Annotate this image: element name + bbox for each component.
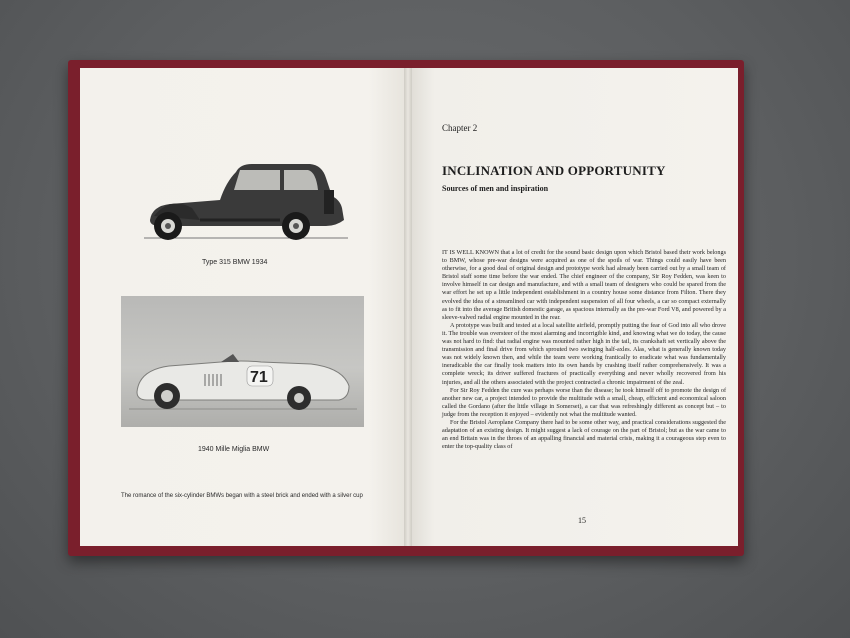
body-paragraph: A prototype was built and tested at a local satellite airfield, promptly putting the fear of God into all who drove it. The trouble was oversteer of the most alarming and incorrigible kind, and knowing what we do today, the cause was not hard to find: that radial engine was mounted rather high in the tail, its crankshaft set vertically above the transmission and final drive from which sprouted two swinging half-axles. Alas, what is generally known today was not widely known then, and while the team were working frantically to eradicate what was fundamentally ineradicable the car finally took matters into its own hands by crashing itself rather comprehensively. It was a complete wreck; its driver suffered fractures of practically everything and never wholly recovered from his injuries, and all the others associated with the project contracted a chronic impairment of the zeal. <box>442 321 726 386</box>
left-page-footnote-caption: The romance of the six-cylinder BMWs began with a steel brick and ended with a silver cup <box>121 493 363 499</box>
saloon-car-caption: Type 315 BMW 1934 <box>202 259 268 266</box>
saloon-car-photo <box>140 150 350 250</box>
chapter-label: Chapter 2 <box>442 123 478 133</box>
race-number: 71 <box>250 369 268 386</box>
page-number: 15 <box>578 516 586 525</box>
body-paragraph: IT IS WELL KNOWN that a lot of credit for the sound basic design upon which Bristol based their work belongs to BMW, whose pre-war designs were acquired as one of the spoils of war. Things could easily have been otherwise, for a good deal of original design and prototype work had already been carried out by a small team of Bristol staff some time before the war ended. The chief engineer of the company, Sir Roy Fedden, was keen to involve himself in car design and manufacture, and with a small team of designers who could be spared from the war effort he set up a little independent establishment in a country house some distance from Filton. There they evolved the idea of a streamlined car with independent suspension of all four wheels, a car so compact externally as to fit into the average British domestic garage, as spacious internally as the pre-war Ford V8, and powered by a sleeve-valved radial engine mounted in the rear. <box>442 249 726 321</box>
body-paragraph: For the Bristol Aeroplane Company there had to be some other way, and practical considerations suggested the adaptation of an existing design. It might suggest a lack of courage on the part of Bristol; but as the war came to an end Britain was in the throes of an appalling financial and material crisis, making it a courageous step even to enter the top-quality class of <box>442 418 726 451</box>
chapter-subtitle: Sources of men and inspiration <box>442 184 549 193</box>
chapter-body-text <box>442 249 726 451</box>
body-paragraph: For Sir Roy Fedden the cure was perhaps worse than the disease; he took himself off to promote the design of another new car, a project intended to provide the multitude with a small, cheap, efficient and economical saloon called the Gordano (after the little village in Somerset), a car that was refreshingly different as concept but – to judge from the reception it enjoyed – evidently not what the multitude wanted. <box>442 386 726 418</box>
roadster-car-caption: 1940 Mille Miglia BMW <box>198 446 270 453</box>
roadster-car-photo <box>121 296 364 427</box>
book-gutter <box>404 68 412 546</box>
chapter-title: INCLINATION AND OPPORTUNITY <box>442 163 666 178</box>
